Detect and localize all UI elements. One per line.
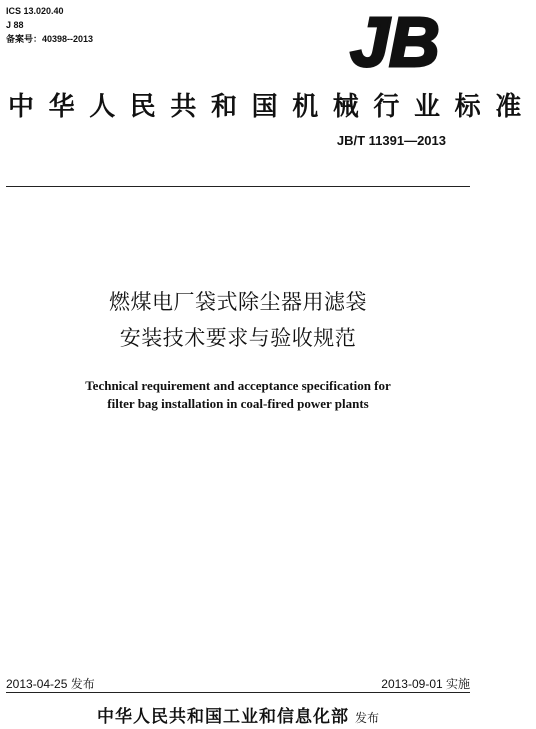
title-zh-line-2: 安装技术要求与验收规范 [119,326,357,350]
standard-number: JB/T 11391—2013 [336,133,446,148]
footer-divider [6,692,470,693]
issuer-line [0,702,476,727]
ics-code: ICS 13.020.40 [6,6,64,16]
standard-organization: 中华人民共和国机械行业标准 [8,92,536,122]
issuer-name: 中华人民共和国工业和信息化部 [96,707,349,727]
jb-logo-text: JB [350,3,440,81]
jb-logo [340,3,450,81]
title-zh-line-1: 燃煤电厂袋式除尘器用滤袋 [109,290,367,314]
issuer-action: 发布 [354,711,379,725]
record-number: 备案号：40398--2013 [6,34,94,44]
ccs-code: J 88 [6,20,24,30]
header-divider [6,186,470,187]
issue-date: 2013-04-25 发布 [6,677,95,691]
title-en-line-1: Technical requirement and acceptance specification for [85,378,391,393]
implementation-date: 2013-09-01 实施 [381,677,470,691]
title-en-line-2: filter bag installation in coal-fired power plants [107,396,369,411]
